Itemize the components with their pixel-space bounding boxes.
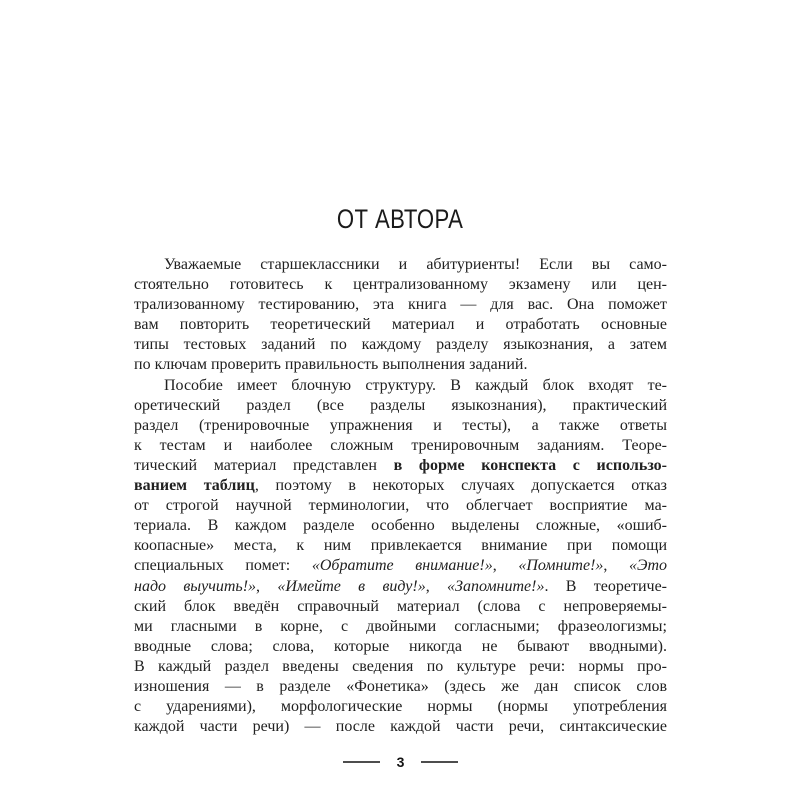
text-segment: коопасные» места, к ним привлекается внимание при помощи xyxy=(134,537,667,555)
paragraph xyxy=(134,255,667,376)
text-segment: с ударениями), морфологические нормы (нормы употребления xyxy=(134,698,667,716)
chapter-title: ОТ АВТОРА xyxy=(336,204,464,234)
text-segment: надо выучить!» xyxy=(134,577,257,595)
text-segment: «Помните!» xyxy=(518,557,604,575)
text-line xyxy=(134,637,667,657)
text-line xyxy=(134,717,667,737)
text-segment: Пособие имеет блочную структуру. В каждый блок входят те- xyxy=(164,376,667,394)
body-text xyxy=(134,255,667,737)
text-segment: по ключам проверить правильность выполнения заданий. xyxy=(134,356,528,374)
text-segment: В каждый раздел введены сведения по культуре речи: нормы про- xyxy=(134,657,667,675)
text-line xyxy=(134,657,667,677)
text-segment: ванием таблиц xyxy=(134,477,255,495)
footer-rule-right xyxy=(421,761,458,763)
text-segment: «Обратите внимание!» xyxy=(311,557,493,575)
text-line xyxy=(134,255,667,275)
text-segment: «Запомните!» xyxy=(447,577,545,595)
text-line xyxy=(134,496,667,516)
footer-rule-left xyxy=(343,761,380,763)
text-segment: изношения — в разделе «Фонетика» (здесь же дан список слов xyxy=(134,677,667,695)
text-segment: , xyxy=(256,577,278,595)
text-segment: раздел (тренировочные упражнения и тесты), а также ответы xyxy=(134,416,667,434)
page-number: 3 xyxy=(396,754,405,770)
text-segment: «Это xyxy=(628,557,667,575)
text-segment: вводные слова; слова, которые никогда не бывают вводными). xyxy=(134,637,667,655)
text-segment: стоятельно готовитесь к централизованному экзамену или цен- xyxy=(134,276,667,294)
text-line xyxy=(134,516,667,536)
text-segment: вам повторить теоретический материал и отработать основные xyxy=(134,316,667,334)
chapter-title-row xyxy=(0,204,800,235)
page-footer xyxy=(134,755,667,769)
text-segment: . В теоретиче- xyxy=(544,577,667,595)
text-line xyxy=(134,436,667,456)
text-segment: «Имейте в виду!» xyxy=(277,577,426,595)
text-line xyxy=(134,396,667,416)
text-segment: оретический раздел (все разделы языкознания), практический xyxy=(134,396,667,414)
text-line xyxy=(134,335,667,355)
text-segment: ми гласными в корне, с двойными согласными; фразеологизмы; xyxy=(134,617,667,635)
text-line xyxy=(134,275,667,295)
text-segment: типы тестовых заданий по каждому разделу языкознания, а затем xyxy=(134,336,667,354)
text-segment: , xyxy=(492,557,519,575)
text-segment: териала. В каждом разделе особенно выделены сложные, «ошиб- xyxy=(134,517,667,535)
paragraph xyxy=(134,376,667,738)
text-line xyxy=(134,476,667,496)
text-line xyxy=(134,295,667,315)
text-segment: от строгой научной терминологии, что облегчает восприятие ма- xyxy=(134,497,667,515)
text-line xyxy=(134,617,667,637)
text-line xyxy=(134,536,667,556)
text-line xyxy=(134,697,667,717)
text-line xyxy=(134,315,667,335)
text-segment: специальных помет: xyxy=(134,557,312,575)
text-segment: , xyxy=(603,557,629,575)
text-segment: , xyxy=(425,577,448,595)
text-segment: , поэтому в некоторых случаях допускается отказ xyxy=(254,477,667,495)
text-line xyxy=(134,677,667,697)
text-segment: в форме конспекта с использо- xyxy=(393,456,667,474)
text-line xyxy=(134,456,667,476)
text-segment: тический материал представлен xyxy=(134,456,394,474)
text-line xyxy=(134,597,667,617)
text-line xyxy=(134,556,667,576)
text-line xyxy=(134,416,667,436)
text-line xyxy=(134,577,667,597)
text-segment: к тестам и наиболее сложным тренировочным заданиям. Теоре- xyxy=(134,436,667,454)
text-line xyxy=(134,355,667,375)
text-segment: трализованному тестированию, эта книга — для вас. Она поможет xyxy=(134,296,667,314)
text-line xyxy=(134,376,667,396)
text-segment: ский блок введён справочный материал (слова с непроверяемы- xyxy=(134,597,667,615)
text-segment: каждой части речи) — после каждой части речи, синтаксические xyxy=(134,718,667,736)
text-segment: Уважаемые старшеклассники и абитуриенты! Если вы само- xyxy=(164,256,667,273)
